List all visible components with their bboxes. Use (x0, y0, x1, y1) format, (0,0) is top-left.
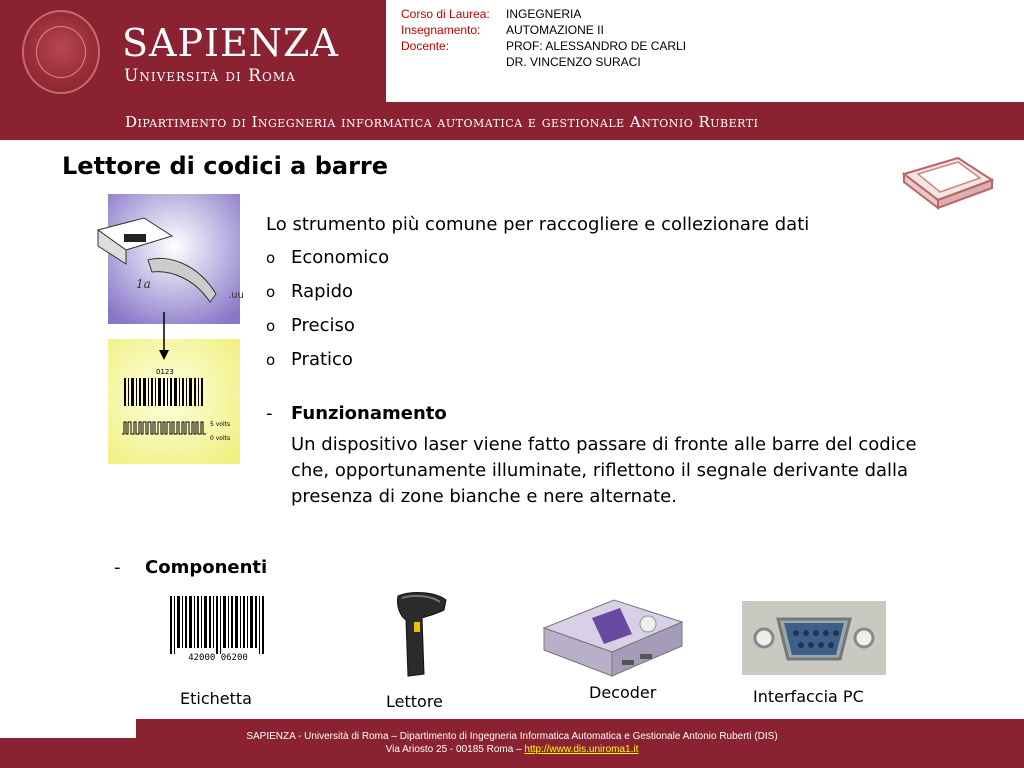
component-label-lettore: Lettore (386, 692, 443, 711)
teacher-label: Docente: (401, 39, 450, 53)
svg-text:.uu: .uu (228, 290, 244, 301)
dash-marker: - (266, 403, 273, 424)
brand-subtitle: Università di Roma (124, 66, 296, 86)
barcode-scanner-icon (392, 590, 452, 678)
bullet-text: Rapido (291, 281, 354, 302)
teacher-label-2 (401, 54, 506, 70)
illustration-volts-high: 5 volts (210, 421, 231, 428)
list-item (266, 343, 946, 377)
illustration-label-1a: 1a (136, 277, 151, 291)
bullet-circle: o (266, 317, 276, 335)
teacher-value-2: DR. VINCENZO SURACI (506, 55, 641, 69)
flatbed-scanner-icon (896, 152, 996, 212)
barcode-reading-illustration (108, 194, 244, 464)
decoder-box-icon (544, 600, 682, 678)
component-label-decoder: Decoder (589, 683, 657, 702)
bullet-text: Preciso (291, 315, 355, 336)
department-name: Dipartimento di Ingegneria informatica automatica e gestionale Antonio Ruberti (125, 113, 759, 131)
university-seal-logo (22, 10, 100, 94)
funzionamento-title: Funzionamento (291, 403, 447, 424)
list-item (266, 241, 946, 275)
header-brand-area (0, 0, 386, 102)
barcode-number: 42000 06200 (188, 653, 248, 663)
list-item (266, 309, 946, 343)
bullet-circle: o (266, 351, 276, 369)
funzionamento-text: Un dispositivo laser viene fatto passare di fronte alle barre del codice che, opportunamente illuminate, riflettono il segnale derivante dalla presenza di zone bianche e nere alternate. (291, 434, 917, 507)
footer-address: Via Ariosto 25 - 00185 Roma – (385, 744, 525, 755)
teacher-value: PROF: ALESSANDRO DE CARLI (506, 39, 687, 53)
illustration-code: 0123 (156, 368, 174, 376)
barcode-label-icon (168, 594, 268, 662)
footer-left-block (0, 738, 136, 768)
serial-port-icon (742, 601, 886, 675)
footer-website-link[interactable]: http://www.dis.uniroma1.it (524, 744, 639, 755)
slide-title: Lettore di codici a barre (62, 152, 389, 180)
teaching-value: AUTOMAZIONE II (506, 23, 604, 37)
course-info (401, 6, 686, 70)
footer-line-2 (136, 743, 888, 756)
dash-marker: - (114, 557, 121, 578)
footer-line-1: SAPIENZA - Università di Roma – Dipartimento di Ingegneria Informatica Automatica e Gestionale Antonio Ruberti (DIS) (246, 731, 778, 742)
bullet-circle: o (266, 249, 276, 267)
bullet-text: Economico (291, 247, 390, 268)
componenti-title: Componenti (145, 557, 268, 578)
bullet-circle: o (266, 283, 276, 301)
illustration-volts-low: 0 volts (210, 435, 231, 442)
list-item (266, 275, 946, 309)
footer-text (136, 730, 888, 756)
componenti-heading (114, 557, 267, 578)
bullet-text: Pratico (291, 349, 353, 370)
slide-content (266, 208, 946, 510)
component-label-interfaccia-pc: Interfaccia PC (753, 687, 864, 706)
course-label: Corso di Laurea: (401, 7, 490, 21)
brand-name: SAPIENZA (122, 21, 339, 65)
course-value: INGEGNERIA (506, 7, 582, 21)
component-label-etichetta: Etichetta (180, 689, 252, 708)
teaching-label: Insegnamento: (401, 23, 481, 37)
funzionamento-heading (266, 397, 946, 430)
intro-text: Lo strumento più comune per raccogliere e collezionare dati (266, 214, 810, 235)
